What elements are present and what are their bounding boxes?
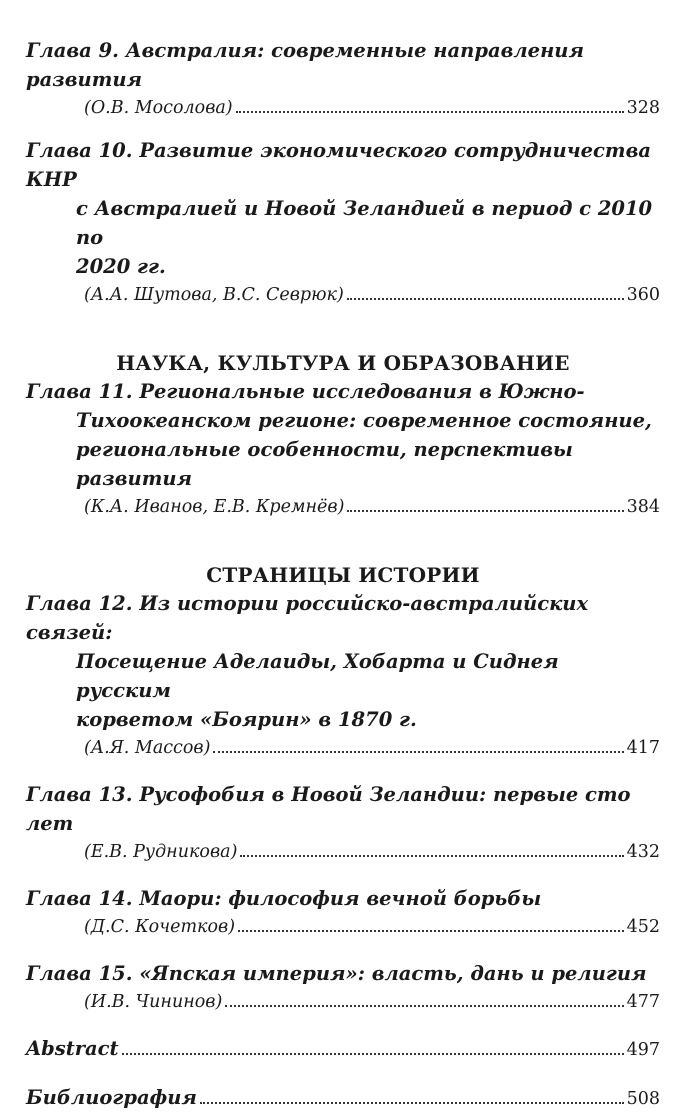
chapter-title [26,959,660,988]
chapter-authors: (О.В. Мосолова) [84,98,233,118]
chapter-authors: (Е.В. Рудникова) [84,842,238,862]
chapter-author-row [26,734,660,762]
entry-label: Abstract [26,1037,119,1060]
dot-leader [200,1102,624,1104]
chapter-author-row [26,493,660,521]
chapter-authors: (К.А. Иванов, Е.В. Кремнёв) [84,497,345,517]
toc-entry-chapter-11[interactable] [26,377,660,521]
chapter-authors: (А.А. Шутова, В.С. Севрюк) [84,285,344,305]
chapter-title [26,780,660,838]
dot-leader [225,1005,623,1007]
toc-entry-chapter-9[interactable] [26,36,660,122]
chapter-title-line: Глава 14. Маори: философия вечной борьбы [26,887,542,910]
chapter-title-line: Глава 13. Русофобия в Новой Зеландии: первые сто лет [26,783,631,835]
chapter-author-row [26,94,660,122]
toc-entry-chapter-10[interactable] [26,136,660,309]
chapter-title-line: Тихоокеанском регионе: современное состояние, [76,409,652,432]
chapter-title-line: 2020 гг. [76,255,166,278]
page-number: 360 [626,285,660,305]
toc-entry-chapter-13[interactable] [26,780,660,866]
page-number: 452 [626,917,660,937]
chapter-author-row [26,913,660,941]
chapter-title-line: корветом «Боярин» в 1870 г. [76,708,417,731]
page-number: 477 [626,992,660,1012]
chapter-title [26,36,660,94]
dot-leader [240,855,623,857]
dot-leader [213,751,623,753]
page-number: 417 [626,738,660,758]
entry-label: Библиография [26,1086,197,1109]
chapter-title-line: с Австралией и Новой Зеландией в период с 2010 по [76,197,653,249]
chapter-author-row [26,988,660,1016]
dot-leader [347,510,623,512]
toc-entry-chapter-14[interactable] [26,884,660,941]
chapter-title-line: Посещение Аделаиды, Хобарта и Сиднея русским [76,650,559,702]
section-heading: НАУКА, КУЛЬТУРА И ОБРАЗОВАНИЕ [116,351,570,375]
toc-entry-bibliography[interactable] [26,1083,660,1114]
dot-leader [122,1053,624,1055]
toc-entry-chapter-12[interactable] [26,589,660,762]
page-number: 384 [626,497,660,517]
dot-leader [236,111,624,113]
chapter-title-line: региональные особенности, перспективы развития [76,438,573,490]
page-number: 497 [626,1040,660,1060]
page-number: 432 [626,842,660,862]
toc-entry-abstract[interactable] [26,1034,660,1065]
chapter-title-line: Глава 11. Региональные исследования в Южно- [26,380,585,403]
dot-leader [238,930,624,932]
chapter-title-line: Глава 10. Развитие экономического сотрудничества КНР [26,139,652,191]
dot-leader [347,298,624,300]
chapter-title [26,377,660,493]
chapter-title [26,589,660,734]
chapter-title-line: Глава 15. «Япская империя»: власть, дань и религия [26,962,647,985]
page-number: 508 [626,1089,660,1109]
page-number: 328 [626,98,660,118]
chapter-authors: (Д.С. Кочетков) [84,917,236,937]
chapter-authors: (И.В. Чининов) [84,992,223,1012]
chapter-author-row [26,281,660,309]
section-heading: СТРАНИЦЫ ИСТОРИИ [206,563,480,587]
chapter-author-row [26,838,660,866]
chapter-title-line: Глава 9. Австралия: современные направления развития [26,39,585,91]
chapter-title [26,884,660,913]
toc-entry-chapter-15[interactable] [26,959,660,1016]
chapter-authors: (А.Я. Массов) [84,738,211,758]
chapter-title [26,136,660,281]
chapter-title-line: Глава 12. Из истории российско-австралийских связей: [26,592,589,644]
